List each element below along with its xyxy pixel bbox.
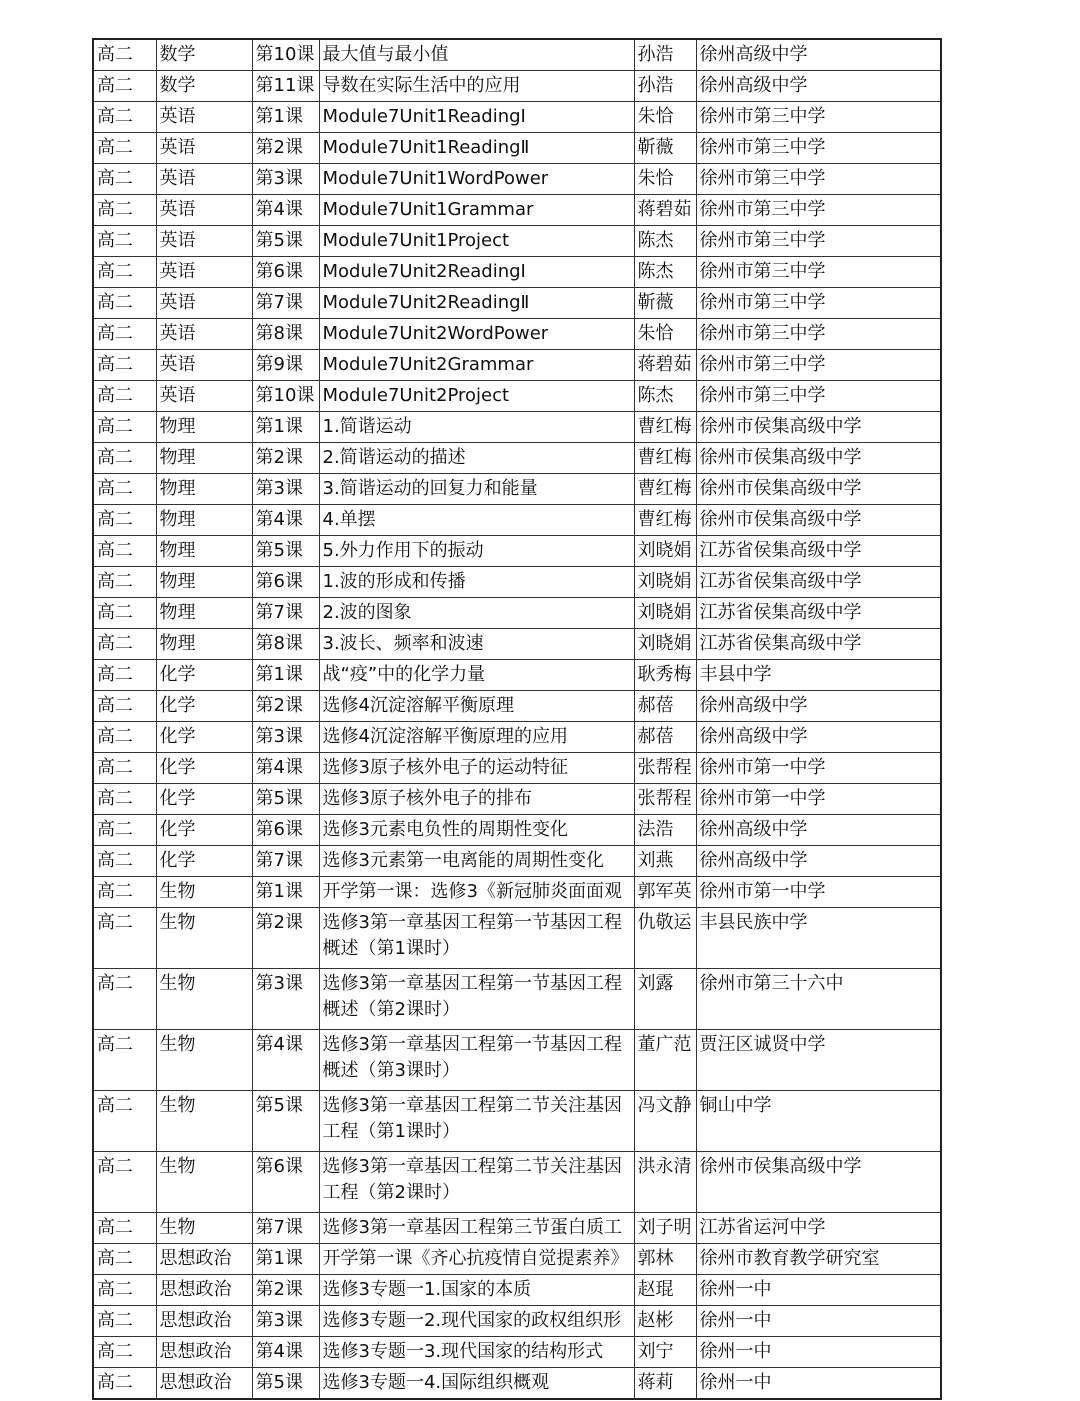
subject-cell: 数学 <box>156 71 252 102</box>
lesson-cell: 第1课 <box>252 877 319 908</box>
school-cell: 徐州一中 <box>696 1368 941 1400</box>
school-cell: 江苏省侯集高级中学 <box>696 536 941 567</box>
subject-cell: 生物 <box>156 1213 252 1244</box>
school-cell: 徐州一中 <box>696 1275 941 1306</box>
lesson-cell: 第2课 <box>252 908 319 969</box>
school-cell: 徐州市第三中学 <box>696 133 941 164</box>
teacher-cell: 刘子明 <box>634 1213 696 1244</box>
grade-cell: 高二 <box>93 1091 156 1152</box>
table-row <box>93 350 941 381</box>
teacher-cell: 曹红梅 <box>634 443 696 474</box>
lesson-cell: 第7课 <box>252 288 319 319</box>
lesson-cell: 第6课 <box>252 567 319 598</box>
table-row <box>93 815 941 846</box>
table-row <box>93 1244 941 1275</box>
lesson-cell: 第1课 <box>252 660 319 691</box>
topic-cell: 3.简谐运动的回复力和能量 <box>319 474 634 505</box>
topic-cell: Module7Unit1Grammar <box>319 195 634 226</box>
lesson-cell: 第2课 <box>252 1275 319 1306</box>
school-cell: 丰县民族中学 <box>696 908 941 969</box>
school-cell: 江苏省运河中学 <box>696 1213 941 1244</box>
grade-cell: 高二 <box>93 257 156 288</box>
table-row <box>93 443 941 474</box>
topic-cell: 选修3第一章基因工程第一节基因工程概述（第2课时） <box>319 969 634 1030</box>
grade-cell: 高二 <box>93 1030 156 1091</box>
lesson-cell: 第2课 <box>252 443 319 474</box>
table-row <box>93 71 941 102</box>
school-cell: 徐州市第三中学 <box>696 257 941 288</box>
topic-cell: 选修3元素第一电离能的周期性变化 <box>319 846 634 877</box>
table-row <box>93 412 941 443</box>
teacher-cell: 郝蓓 <box>634 722 696 753</box>
lesson-cell: 第10课 <box>252 39 319 71</box>
school-cell: 徐州市教育教学研究室 <box>696 1244 941 1275</box>
table-row <box>93 598 941 629</box>
topic-cell: Module7Unit1WordPower <box>319 164 634 195</box>
table-row <box>93 660 941 691</box>
school-cell: 江苏省侯集高级中学 <box>696 598 941 629</box>
subject-cell: 物理 <box>156 567 252 598</box>
topic-cell: Module7Unit2WordPower <box>319 319 634 350</box>
grade-cell: 高二 <box>93 1152 156 1213</box>
teacher-cell: 朱恰 <box>634 319 696 350</box>
topic-cell: 选修3第一章基因工程第一节基因工程概述（第3课时） <box>319 1030 634 1091</box>
lesson-cell: 第2课 <box>252 133 319 164</box>
topic-cell: 选修3专题一1.国家的本质 <box>319 1275 634 1306</box>
teacher-cell: 刘晓娟 <box>634 536 696 567</box>
teacher-cell: 赵琨 <box>634 1275 696 1306</box>
lesson-cell: 第7课 <box>252 598 319 629</box>
subject-cell: 英语 <box>156 102 252 133</box>
lesson-cell: 第4课 <box>252 1337 319 1368</box>
subject-cell: 思想政治 <box>156 1368 252 1400</box>
teacher-cell: 曹红梅 <box>634 474 696 505</box>
grade-cell: 高二 <box>93 226 156 257</box>
lesson-cell: 第1课 <box>252 102 319 133</box>
subject-cell: 物理 <box>156 412 252 443</box>
subject-cell: 物理 <box>156 536 252 567</box>
topic-cell: Module7Unit1ReadingⅡ <box>319 133 634 164</box>
school-cell: 江苏省侯集高级中学 <box>696 567 941 598</box>
table-row <box>93 567 941 598</box>
topic-cell: 选修3专题一4.国际组织概观 <box>319 1368 634 1400</box>
grade-cell: 高二 <box>93 536 156 567</box>
teacher-cell: 刘露 <box>634 969 696 1030</box>
school-cell: 徐州市第三中学 <box>696 288 941 319</box>
school-cell: 铜山中学 <box>696 1091 941 1152</box>
table-row <box>93 1275 941 1306</box>
table-row <box>93 1213 941 1244</box>
table-row <box>93 319 941 350</box>
topic-cell: 选修3原子核外电子的运动特征 <box>319 753 634 784</box>
topic-cell: 开学第一课：选修3《新冠肺炎面面观 <box>319 877 634 908</box>
lesson-cell: 第6课 <box>252 257 319 288</box>
school-cell: 徐州市侯集高级中学 <box>696 505 941 536</box>
topic-cell: 2.简谐运动的描述 <box>319 443 634 474</box>
table-row <box>93 288 941 319</box>
teacher-cell: 张帮程 <box>634 784 696 815</box>
lesson-cell: 第3课 <box>252 474 319 505</box>
lesson-cell: 第7课 <box>252 1213 319 1244</box>
grade-cell: 高二 <box>93 1275 156 1306</box>
teacher-cell: 郭林 <box>634 1244 696 1275</box>
subject-cell: 英语 <box>156 288 252 319</box>
grade-cell: 高二 <box>93 753 156 784</box>
topic-cell: 选修3元素电负性的周期性变化 <box>319 815 634 846</box>
lesson-cell: 第3课 <box>252 164 319 195</box>
school-cell: 徐州高级中学 <box>696 722 941 753</box>
subject-cell: 思想政治 <box>156 1275 252 1306</box>
teacher-cell: 陈杰 <box>634 257 696 288</box>
school-cell: 徐州市侯集高级中学 <box>696 443 941 474</box>
lesson-cell: 第3课 <box>252 1306 319 1337</box>
teacher-cell: 刘晓娟 <box>634 598 696 629</box>
school-cell: 徐州高级中学 <box>696 691 941 722</box>
table-row <box>93 969 941 1030</box>
grade-cell: 高二 <box>93 908 156 969</box>
lesson-cell: 第6课 <box>252 1152 319 1213</box>
teacher-cell: 赵彬 <box>634 1306 696 1337</box>
school-cell: 徐州市第三中学 <box>696 164 941 195</box>
grade-cell: 高二 <box>93 505 156 536</box>
school-cell: 江苏省侯集高级中学 <box>696 629 941 660</box>
table-row <box>93 784 941 815</box>
topic-cell: 4.单摆 <box>319 505 634 536</box>
grade-cell: 高二 <box>93 133 156 164</box>
teacher-cell: 靳薇 <box>634 133 696 164</box>
grade-cell: 高二 <box>93 1368 156 1400</box>
subject-cell: 英语 <box>156 350 252 381</box>
grade-cell: 高二 <box>93 102 156 133</box>
topic-cell: 选修3专题一3.现代国家的结构形式 <box>319 1337 634 1368</box>
table-row <box>93 877 941 908</box>
teacher-cell: 董广范 <box>634 1030 696 1091</box>
grade-cell: 高二 <box>93 846 156 877</box>
teacher-cell: 郝蓓 <box>634 691 696 722</box>
table-row <box>93 1306 941 1337</box>
table-row <box>93 722 941 753</box>
table-row <box>93 102 941 133</box>
subject-cell: 英语 <box>156 133 252 164</box>
lesson-cell: 第5课 <box>252 1091 319 1152</box>
subject-cell: 英语 <box>156 195 252 226</box>
teacher-cell: 洪永清 <box>634 1152 696 1213</box>
topic-cell: 1.简谐运动 <box>319 412 634 443</box>
subject-cell: 物理 <box>156 443 252 474</box>
teacher-cell: 孙浩 <box>634 71 696 102</box>
grade-cell: 高二 <box>93 877 156 908</box>
topic-cell: 选修3原子核外电子的排布 <box>319 784 634 815</box>
table-row <box>93 846 941 877</box>
teacher-cell: 蒋碧茹 <box>634 195 696 226</box>
table-row <box>93 1337 941 1368</box>
topic-cell: 选修3第一章基因工程第一节基因工程概述（第1课时） <box>319 908 634 969</box>
table-row <box>93 1368 941 1400</box>
grade-cell: 高二 <box>93 350 156 381</box>
table-row <box>93 753 941 784</box>
grade-cell: 高二 <box>93 164 156 195</box>
topic-cell: 最大值与最小值 <box>319 39 634 71</box>
grade-cell: 高二 <box>93 381 156 412</box>
schedule-body <box>93 39 941 1399</box>
table-row <box>93 164 941 195</box>
grade-cell: 高二 <box>93 1213 156 1244</box>
lesson-cell: 第5课 <box>252 226 319 257</box>
topic-cell: Module7Unit1ReadingⅠ <box>319 102 634 133</box>
lesson-cell: 第5课 <box>252 784 319 815</box>
teacher-cell: 刘晓娟 <box>634 629 696 660</box>
subject-cell: 化学 <box>156 753 252 784</box>
table-row <box>93 226 941 257</box>
lesson-cell: 第10课 <box>252 381 319 412</box>
grade-cell: 高二 <box>93 660 156 691</box>
subject-cell: 生物 <box>156 908 252 969</box>
lesson-cell: 第3课 <box>252 722 319 753</box>
grade-cell: 高二 <box>93 1244 156 1275</box>
teacher-cell: 陈杰 <box>634 226 696 257</box>
lesson-cell: 第1课 <box>252 412 319 443</box>
lesson-cell: 第9课 <box>252 350 319 381</box>
school-cell: 徐州市第三中学 <box>696 319 941 350</box>
table-row <box>93 1030 941 1091</box>
teacher-cell: 张帮程 <box>634 753 696 784</box>
table-row <box>93 39 941 71</box>
table-row <box>93 257 941 288</box>
school-cell: 徐州市第一中学 <box>696 784 941 815</box>
school-cell: 徐州市侯集高级中学 <box>696 474 941 505</box>
topic-cell: Module7Unit2ReadingⅠ <box>319 257 634 288</box>
grade-cell: 高二 <box>93 412 156 443</box>
school-cell: 徐州高级中学 <box>696 815 941 846</box>
school-cell: 徐州高级中学 <box>696 39 941 71</box>
topic-cell: Module7Unit2Grammar <box>319 350 634 381</box>
topic-cell: 选修4沉淀溶解平衡原理的应用 <box>319 722 634 753</box>
lesson-cell: 第4课 <box>252 1030 319 1091</box>
lesson-cell: 第4课 <box>252 753 319 784</box>
teacher-cell: 曹红梅 <box>634 412 696 443</box>
topic-cell: 2.波的图象 <box>319 598 634 629</box>
grade-cell: 高二 <box>93 722 156 753</box>
grade-cell: 高二 <box>93 784 156 815</box>
teacher-cell: 靳薇 <box>634 288 696 319</box>
subject-cell: 生物 <box>156 1091 252 1152</box>
topic-cell: Module7Unit2Project <box>319 381 634 412</box>
teacher-cell: 曹红梅 <box>634 505 696 536</box>
school-cell: 徐州市第三中学 <box>696 226 941 257</box>
grade-cell: 高二 <box>93 598 156 629</box>
lesson-cell: 第5课 <box>252 1368 319 1400</box>
school-cell: 徐州高级中学 <box>696 71 941 102</box>
teacher-cell: 冯文静 <box>634 1091 696 1152</box>
subject-cell: 思想政治 <box>156 1244 252 1275</box>
teacher-cell: 刘晓娟 <box>634 567 696 598</box>
lesson-cell: 第4课 <box>252 505 319 536</box>
topic-cell: 选修3专题一2.现代国家的政权组织形 <box>319 1306 634 1337</box>
table-row <box>93 505 941 536</box>
school-cell: 徐州市第三中学 <box>696 350 941 381</box>
teacher-cell: 刘宁 <box>634 1337 696 1368</box>
topic-cell: Module7Unit2ReadingⅡ <box>319 288 634 319</box>
subject-cell: 化学 <box>156 691 252 722</box>
grade-cell: 高二 <box>93 39 156 71</box>
topic-cell: 选修4沉淀溶解平衡原理 <box>319 691 634 722</box>
school-cell: 徐州市第三中学 <box>696 381 941 412</box>
lesson-cell: 第1课 <box>252 1244 319 1275</box>
table-row <box>93 691 941 722</box>
teacher-cell: 郭军英 <box>634 877 696 908</box>
subject-cell: 生物 <box>156 969 252 1030</box>
teacher-cell: 孙浩 <box>634 39 696 71</box>
lesson-cell: 第8课 <box>252 629 319 660</box>
table-row <box>93 195 941 226</box>
grade-cell: 高二 <box>93 629 156 660</box>
grade-cell: 高二 <box>93 195 156 226</box>
subject-cell: 化学 <box>156 846 252 877</box>
teacher-cell: 陈杰 <box>634 381 696 412</box>
teacher-cell: 蒋莉 <box>634 1368 696 1400</box>
table-row <box>93 1152 941 1213</box>
lesson-cell: 第4课 <box>252 195 319 226</box>
teacher-cell: 朱恰 <box>634 102 696 133</box>
grade-cell: 高二 <box>93 443 156 474</box>
school-cell: 徐州市第一中学 <box>696 753 941 784</box>
topic-cell: 战“疫”中的化学力量 <box>319 660 634 691</box>
school-cell: 徐州市第三十六中 <box>696 969 941 1030</box>
subject-cell: 英语 <box>156 226 252 257</box>
school-cell: 徐州一中 <box>696 1337 941 1368</box>
lesson-cell: 第5课 <box>252 536 319 567</box>
subject-cell: 化学 <box>156 784 252 815</box>
grade-cell: 高二 <box>93 691 156 722</box>
teacher-cell: 朱恰 <box>634 164 696 195</box>
subject-cell: 英语 <box>156 319 252 350</box>
school-cell: 徐州高级中学 <box>696 846 941 877</box>
topic-cell: 选修3第一章基因工程第二节关注基因工程（第2课时） <box>319 1152 634 1213</box>
teacher-cell: 耿秀梅 <box>634 660 696 691</box>
school-cell: 徐州市第一中学 <box>696 877 941 908</box>
lesson-cell: 第11课 <box>252 71 319 102</box>
teacher-cell: 法浩 <box>634 815 696 846</box>
subject-cell: 英语 <box>156 257 252 288</box>
grade-cell: 高二 <box>93 288 156 319</box>
subject-cell: 生物 <box>156 877 252 908</box>
grade-cell: 高二 <box>93 567 156 598</box>
teacher-cell: 蒋碧茹 <box>634 350 696 381</box>
subject-cell: 化学 <box>156 815 252 846</box>
topic-cell: 3.波长、频率和波速 <box>319 629 634 660</box>
subject-cell: 物理 <box>156 598 252 629</box>
lesson-cell: 第7课 <box>252 846 319 877</box>
lesson-cell: 第6课 <box>252 815 319 846</box>
table-row <box>93 908 941 969</box>
grade-cell: 高二 <box>93 1337 156 1368</box>
grade-cell: 高二 <box>93 969 156 1030</box>
subject-cell: 物理 <box>156 629 252 660</box>
school-cell: 徐州市侯集高级中学 <box>696 1152 941 1213</box>
lesson-cell: 第8课 <box>252 319 319 350</box>
topic-cell: 1.波的形成和传播 <box>319 567 634 598</box>
topic-cell: 导数在实际生活中的应用 <box>319 71 634 102</box>
grade-cell: 高二 <box>93 1306 156 1337</box>
lesson-cell: 第3课 <box>252 969 319 1030</box>
subject-cell: 物理 <box>156 505 252 536</box>
subject-cell: 数学 <box>156 39 252 71</box>
subject-cell: 化学 <box>156 722 252 753</box>
table-row <box>93 474 941 505</box>
grade-cell: 高二 <box>93 474 156 505</box>
table-row <box>93 381 941 412</box>
grade-cell: 高二 <box>93 71 156 102</box>
teacher-cell: 刘燕 <box>634 846 696 877</box>
topic-cell: 选修3第一章基因工程第二节关注基因工程（第1课时） <box>319 1091 634 1152</box>
teacher-cell: 仇敬运 <box>634 908 696 969</box>
school-cell: 贾汪区诚贤中学 <box>696 1030 941 1091</box>
subject-cell: 思想政治 <box>156 1337 252 1368</box>
topic-cell: 选修3第一章基因工程第三节蛋白质工 <box>319 1213 634 1244</box>
table-row <box>93 133 941 164</box>
topic-cell: 5.外力作用下的振动 <box>319 536 634 567</box>
subject-cell: 生物 <box>156 1152 252 1213</box>
school-cell: 丰县中学 <box>696 660 941 691</box>
school-cell: 徐州市侯集高级中学 <box>696 412 941 443</box>
school-cell: 徐州市第三中学 <box>696 195 941 226</box>
grade-cell: 高二 <box>93 319 156 350</box>
table-row <box>93 536 941 567</box>
school-cell: 徐州市第三中学 <box>696 102 941 133</box>
lesson-cell: 第2课 <box>252 691 319 722</box>
table-row <box>93 629 941 660</box>
subject-cell: 物理 <box>156 474 252 505</box>
subject-cell: 生物 <box>156 1030 252 1091</box>
subject-cell: 思想政治 <box>156 1306 252 1337</box>
subject-cell: 化学 <box>156 660 252 691</box>
grade-cell: 高二 <box>93 815 156 846</box>
lesson-schedule-table <box>92 38 942 1400</box>
topic-cell: 开学第一课《齐心抗疫情自觉提素养》 <box>319 1244 634 1275</box>
table-row <box>93 1091 941 1152</box>
subject-cell: 英语 <box>156 381 252 412</box>
subject-cell: 英语 <box>156 164 252 195</box>
school-cell: 徐州一中 <box>696 1306 941 1337</box>
topic-cell: Module7Unit1Project <box>319 226 634 257</box>
